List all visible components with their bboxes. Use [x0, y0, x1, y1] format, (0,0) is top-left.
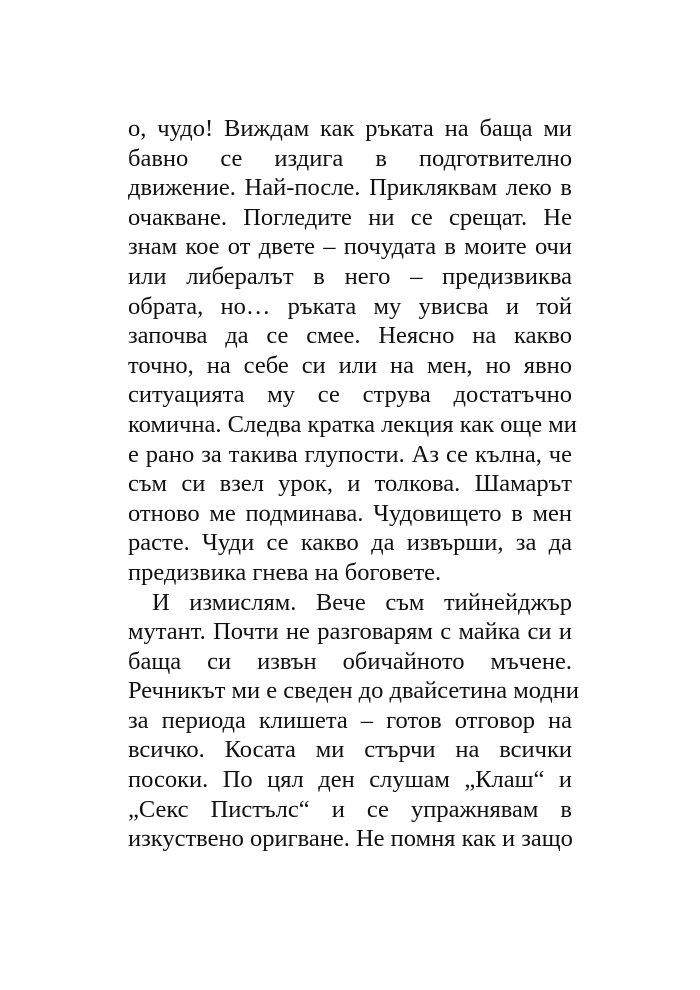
text-line: баща си извън обичайното мъчене. [128, 647, 572, 675]
text-line: мутант. Почти не разговарям с майка си и [128, 618, 572, 646]
text-line: о, чудо! Виждам как ръката на баща ми [128, 115, 572, 142]
text-line: расте. Чуди се какво да извърши, за да [128, 529, 572, 557]
text-line: започва да се смее. Неясно на какво [128, 322, 572, 350]
text-line: движение. Най-после. Прикляквам леко в [128, 174, 572, 202]
text-line: за периода клишета – готов отговор на [128, 706, 572, 734]
text-line: Речникът ми е сведен до двайсетина модни [128, 677, 579, 705]
text-line: точно, на себе си или на мен, но явно [128, 351, 572, 379]
paragraph-first-line: И измислям. Вече съм тийнейджър [152, 588, 572, 616]
text-line: обрата, но… ръката му увисва и той [128, 292, 572, 320]
text-line: съм си взел урок, и толкова. Шамарът [128, 470, 572, 498]
text-line: посоки. По цял ден слушам „Клаш“ и [128, 766, 572, 794]
text-line: или либералът в него – предизвиква [128, 262, 572, 290]
text-line: очакване. Погледите ни се срещат. Не [128, 203, 572, 231]
text-line: бавно се издига в подготвително [128, 144, 572, 172]
text-line: изкуствено оригване. Не помня как и защо [128, 825, 573, 853]
text-line: ситуацията му се струва достатъчно [128, 381, 572, 409]
body-text [128, 114, 579, 854]
text-line: е рано за такива глупости. Аз се кълна, че [128, 440, 572, 468]
paragraph-end-line: предизвика гнева на боговете. [128, 558, 442, 586]
text-line: знам кое от двете – почудата в моите очи [128, 233, 572, 261]
text-line: всичко. Косата ми стърчи на всички [128, 736, 572, 764]
text-line: комична. Следва кратка лекция как още ми [128, 410, 577, 438]
text-line: „Секс Пистълс“ и се упражнявам в [128, 795, 572, 823]
text-line: отново ме подминава. Чудовището в мен [128, 499, 572, 527]
